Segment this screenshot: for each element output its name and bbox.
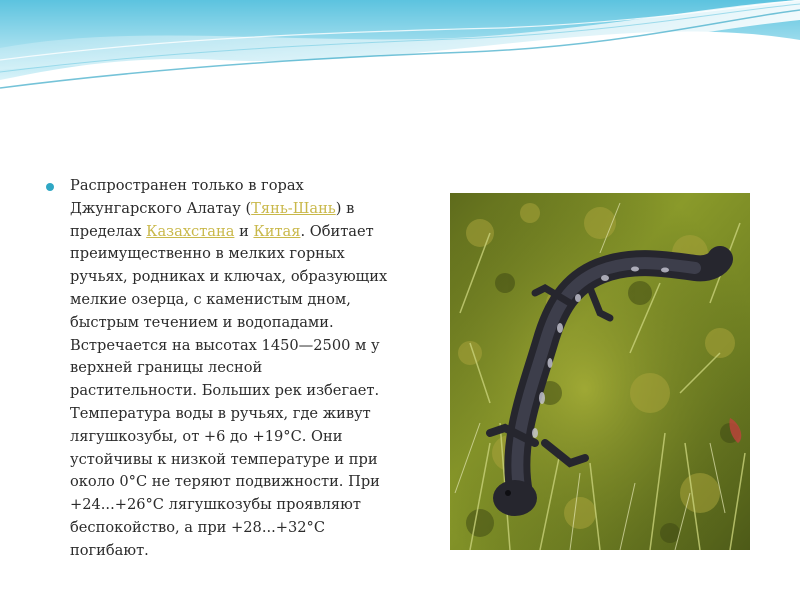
- link-tianshan[interactable]: Тянь-Шань: [251, 199, 336, 217]
- link-china[interactable]: Китая: [253, 222, 301, 240]
- text-part-2: ) в пределах: [70, 199, 355, 240]
- wave-header: [0, 0, 800, 110]
- body-paragraph: [70, 175, 391, 563]
- text-part-3: и: [234, 222, 254, 240]
- bullet-block: [46, 175, 391, 563]
- salamander-photo: [450, 193, 750, 550]
- text-part-4: . Обитает преимущественно в мелких горных ручьях, родниках и ключах, образующих мелкие озерца, с каменистым дном, быстрым течением и водопадами. Встречается на высотах 1450—2500 м у верхней границы лесной растительности. Больших рек избегает. Температура воды в ручьях, где живут лягушкозубы, от +6 до +19°С. Они устойчивы к низкой температуре и при около 0°С не теряют подвижности. При +24...+26°С лягушкозубы проявляют беспокойство, а при +28...+32°С погибают.: [70, 222, 388, 559]
- bullet-icon: [46, 183, 54, 191]
- link-kazakhstan[interactable]: Казахстана: [146, 222, 235, 240]
- text-part-1: Распространен только в горах Джунгарского Алатау (: [70, 177, 304, 217]
